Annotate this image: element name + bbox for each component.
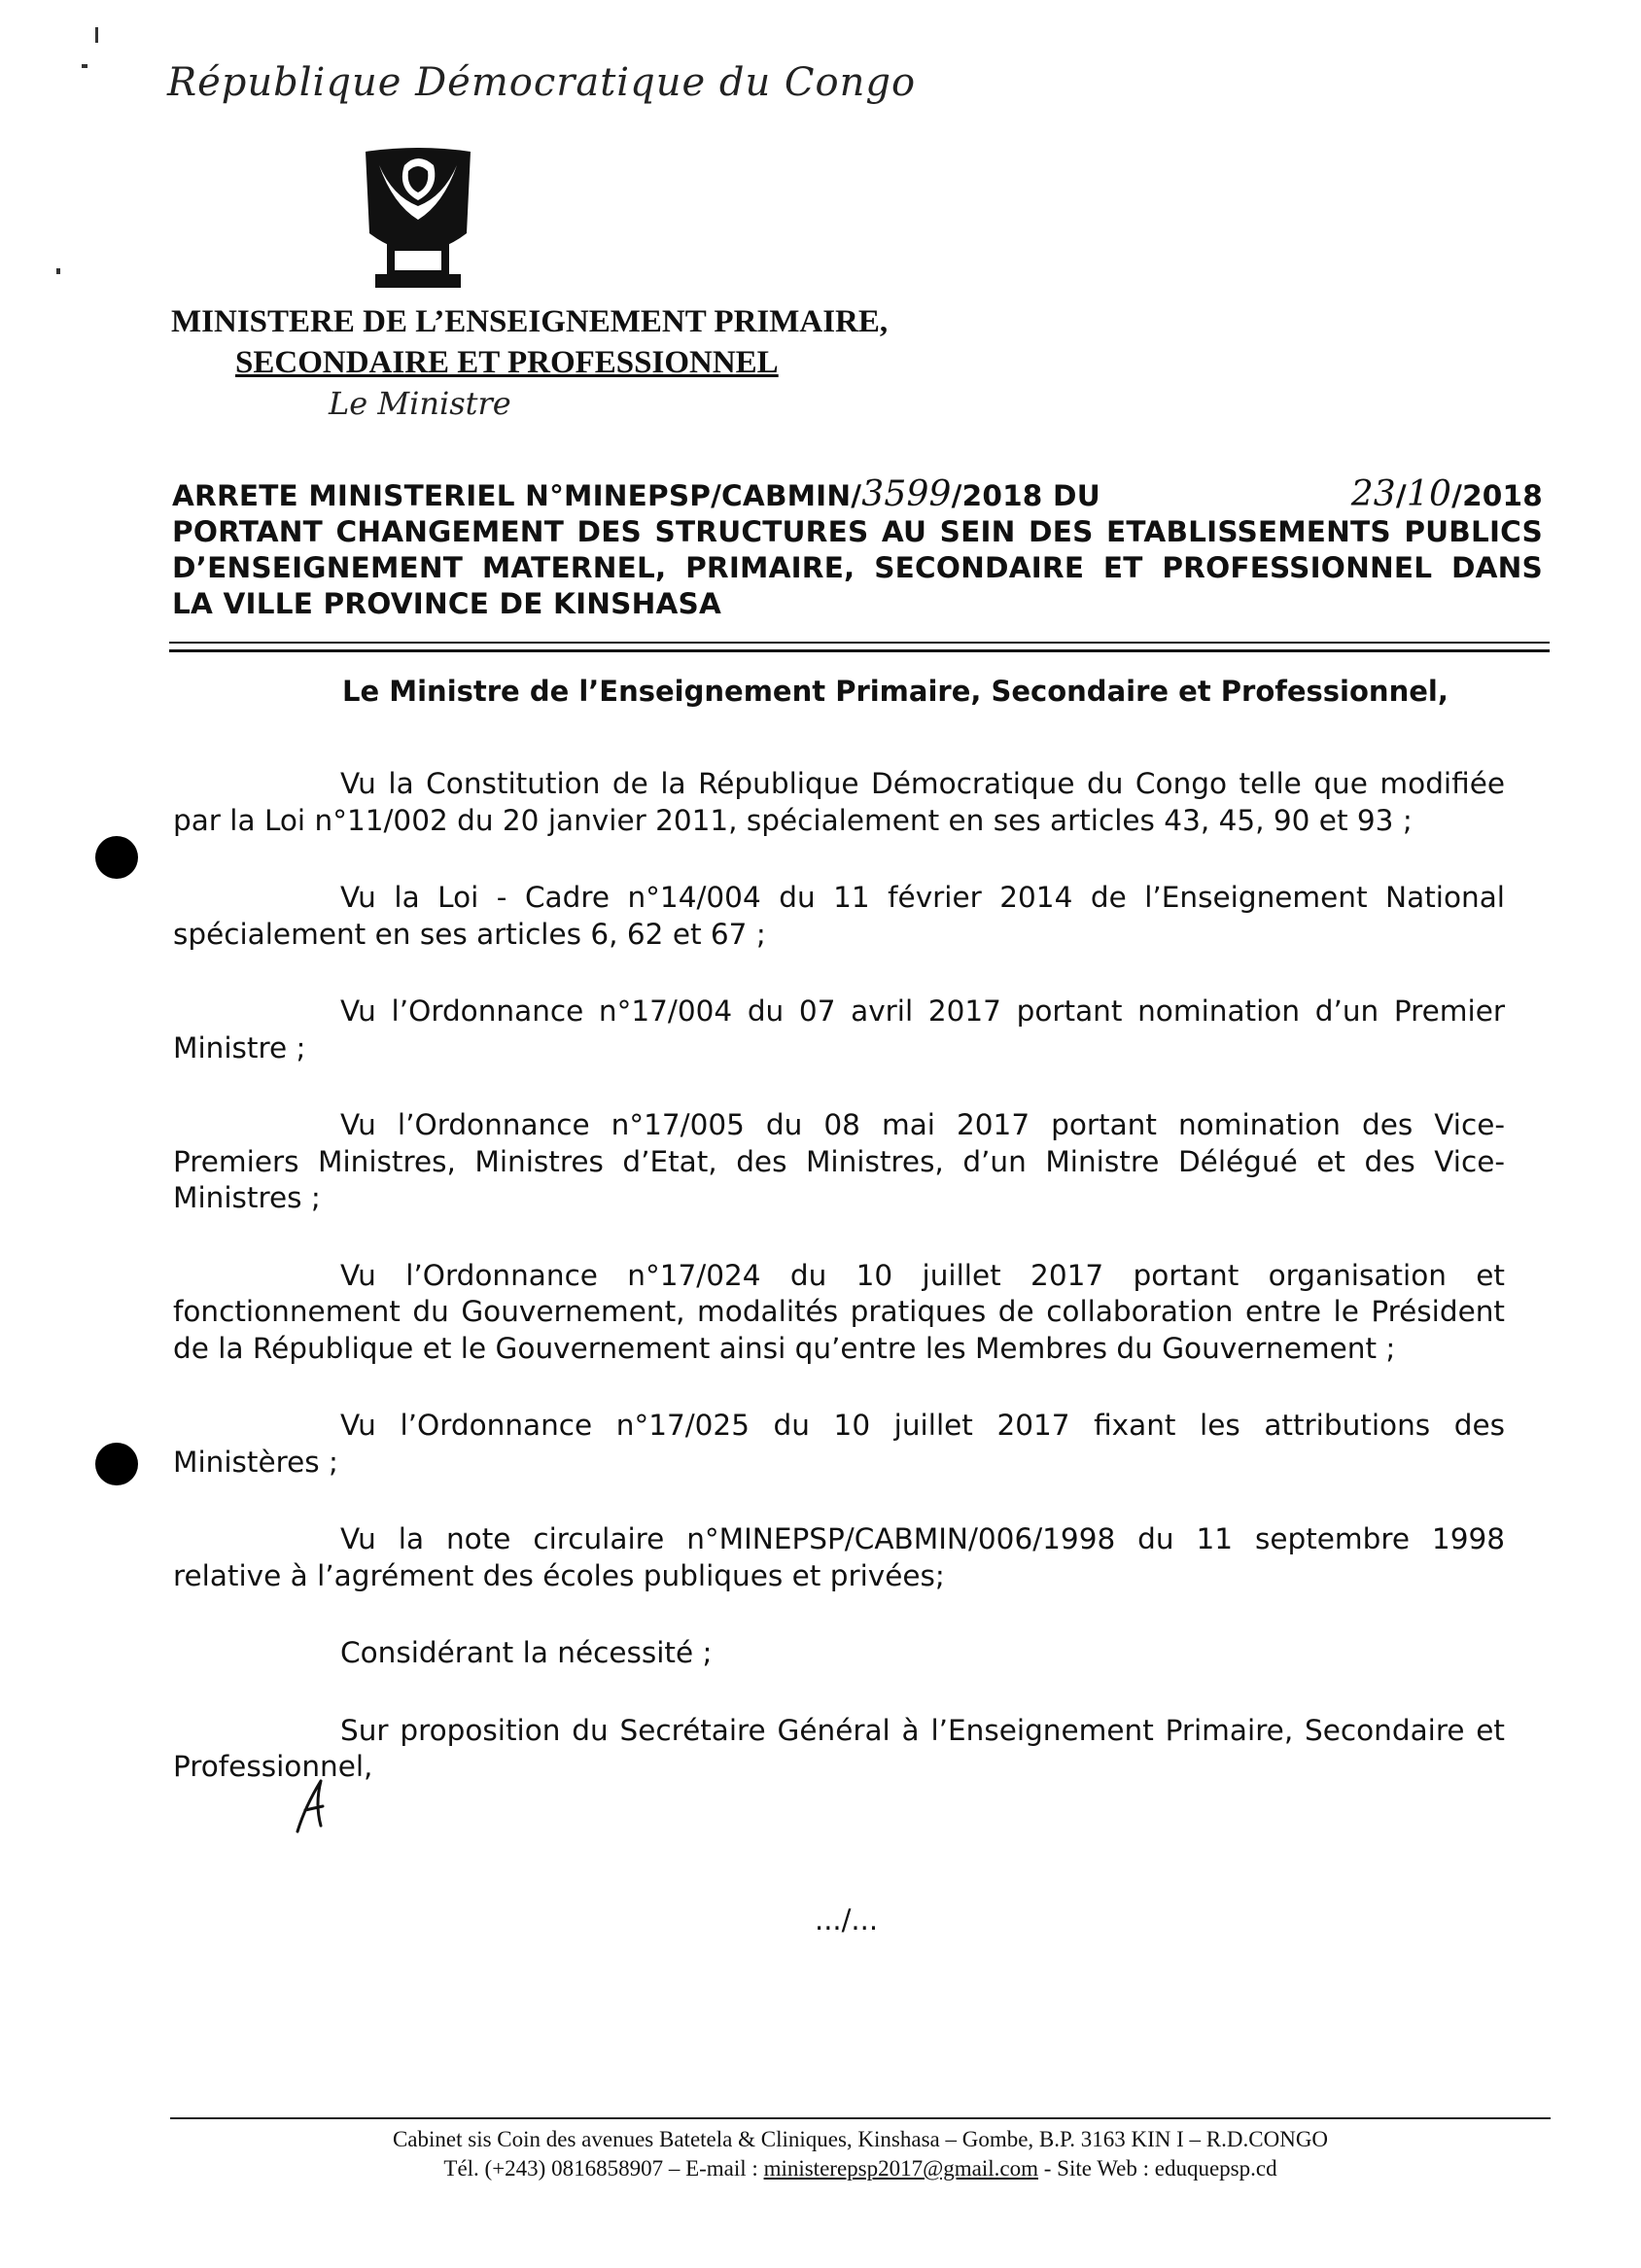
punch-hole-mark	[95, 836, 138, 879]
ministry-line-1: MINISTERE DE L’ENSEIGNEMENT PRIMAIRE,	[171, 304, 889, 339]
arrete-month-handwritten: 10	[1406, 474, 1452, 514]
minister-intro: Le Ministre de l’Enseignement Primaire, Secondaire et Professionnel,	[342, 675, 1449, 708]
arrete-line-3: D’ENSEIGNEMENT MATERNEL, PRIMAIRE, SECONDAIRE ET PROFESSIONNEL DANS	[172, 551, 1543, 584]
preamble-paragraph: Vu la note circulaire n°MINEPSP/CABMIN/006/1998 du 11 septembre 1998 relative à l’agrément des écoles publiques et privées;	[173, 1522, 1505, 1592]
scan-mark	[82, 64, 87, 68]
republic-heading: République Démocratique du Congo	[167, 60, 917, 105]
coat-of-arms-emblem	[358, 146, 478, 292]
footer-site: - Site Web : eduquepsp.cd	[1038, 2156, 1277, 2181]
title-divider	[169, 642, 1550, 652]
arrete-year-end: /2018	[1451, 479, 1543, 512]
preamble-paragraph: Vu la Constitution de la République Démocratique du Congo telle que modifiée par la Loi n°11/002 du 20 janvier 2011, spécialement en ses articles 43, 45, 90 et 93 ;	[173, 767, 1505, 837]
preamble-paragraph: Vu l’Ordonnance n°17/024 du 10 juillet 2017 portant organisation et fonctionnement du Gouvernement, modalités pratiques de collaboration entre le Président de la République et le Gouvernement ainsi qu’entre les Membres du Gouvernement ;	[173, 1258, 1505, 1365]
footer-divider	[170, 2117, 1551, 2119]
arrete-day-handwritten: 23	[1350, 474, 1396, 514]
arrete-number-handwritten: 3599	[861, 474, 952, 514]
footer-tel: Tél. (+243) 0816858907 – E-mail :	[443, 2156, 764, 2181]
ministry-line-2: SECONDAIRE ET PROFESSIONNEL	[235, 345, 779, 380]
arrete-title	[172, 476, 1543, 622]
scan-mark	[95, 27, 98, 43]
footer	[170, 2125, 1551, 2183]
preamble-body	[173, 766, 1505, 1786]
minister-title: Le Ministre	[329, 385, 511, 422]
page-continuation: .../...	[815, 1903, 879, 1937]
preamble-paragraph: Sur proposition du Secrétaire Général à l’Enseignement Primaire, Secondaire et Professionnel,	[173, 1713, 1505, 1783]
preamble-paragraph: Vu l’Ordonnance n°17/025 du 10 juillet 2017 fixant les attributions des Ministères ;	[173, 1409, 1505, 1479]
arrete-line-4: LA VILLE PROVINCE DE KINSHASA	[172, 587, 721, 620]
punch-hole-mark	[95, 1443, 138, 1485]
preamble-paragraph: Vu l’Ordonnance n°17/004 du 07 avril 2017 portant nomination d’un Premier Ministre ;	[173, 994, 1505, 1064]
footer-email-link[interactable]: ministerepsp2017@gmail.com	[763, 2156, 1039, 2181]
scan-mark	[56, 268, 60, 274]
arrete-line-2: PORTANT CHANGEMENT DES STRUCTURES AU SEIN DES ETABLISSEMENTS PUBLICS	[172, 515, 1543, 548]
arrete-number-line: ARRETE MINISTERIEL N°MINEPSP/CABMIN/3599/2018 DU 23/10/2018	[172, 474, 1543, 514]
preamble-paragraph: Considérant la nécessité ;	[340, 1636, 713, 1669]
arrete-year-du: /2018 DU	[951, 479, 1100, 512]
preamble-paragraph: Vu la Loi - Cadre n°14/004 du 11 février 2014 de l’Enseignement National spécialement en ses articles 6, 62 et 67 ;	[173, 881, 1505, 951]
footer-address: Cabinet sis Coin des avenues Batetela & Cliniques, Kinshasa – Gombe, B.P. 3163 KIN I – R.D.CONGO	[392, 2127, 1329, 2151]
preamble-paragraph: Vu l’Ordonnance n°17/005 du 08 mai 2017 portant nomination des Vice-Premiers Ministres, Ministres d’Etat, des Ministres, d’un Ministre Délégué et des Vice-Ministres ;	[173, 1108, 1505, 1214]
handwritten-initial-icon	[292, 1777, 331, 1835]
arrete-prefix: ARRETE MINISTERIEL N°MINEPSP/CABMIN/	[172, 479, 862, 512]
ministry-heading	[171, 301, 888, 383]
